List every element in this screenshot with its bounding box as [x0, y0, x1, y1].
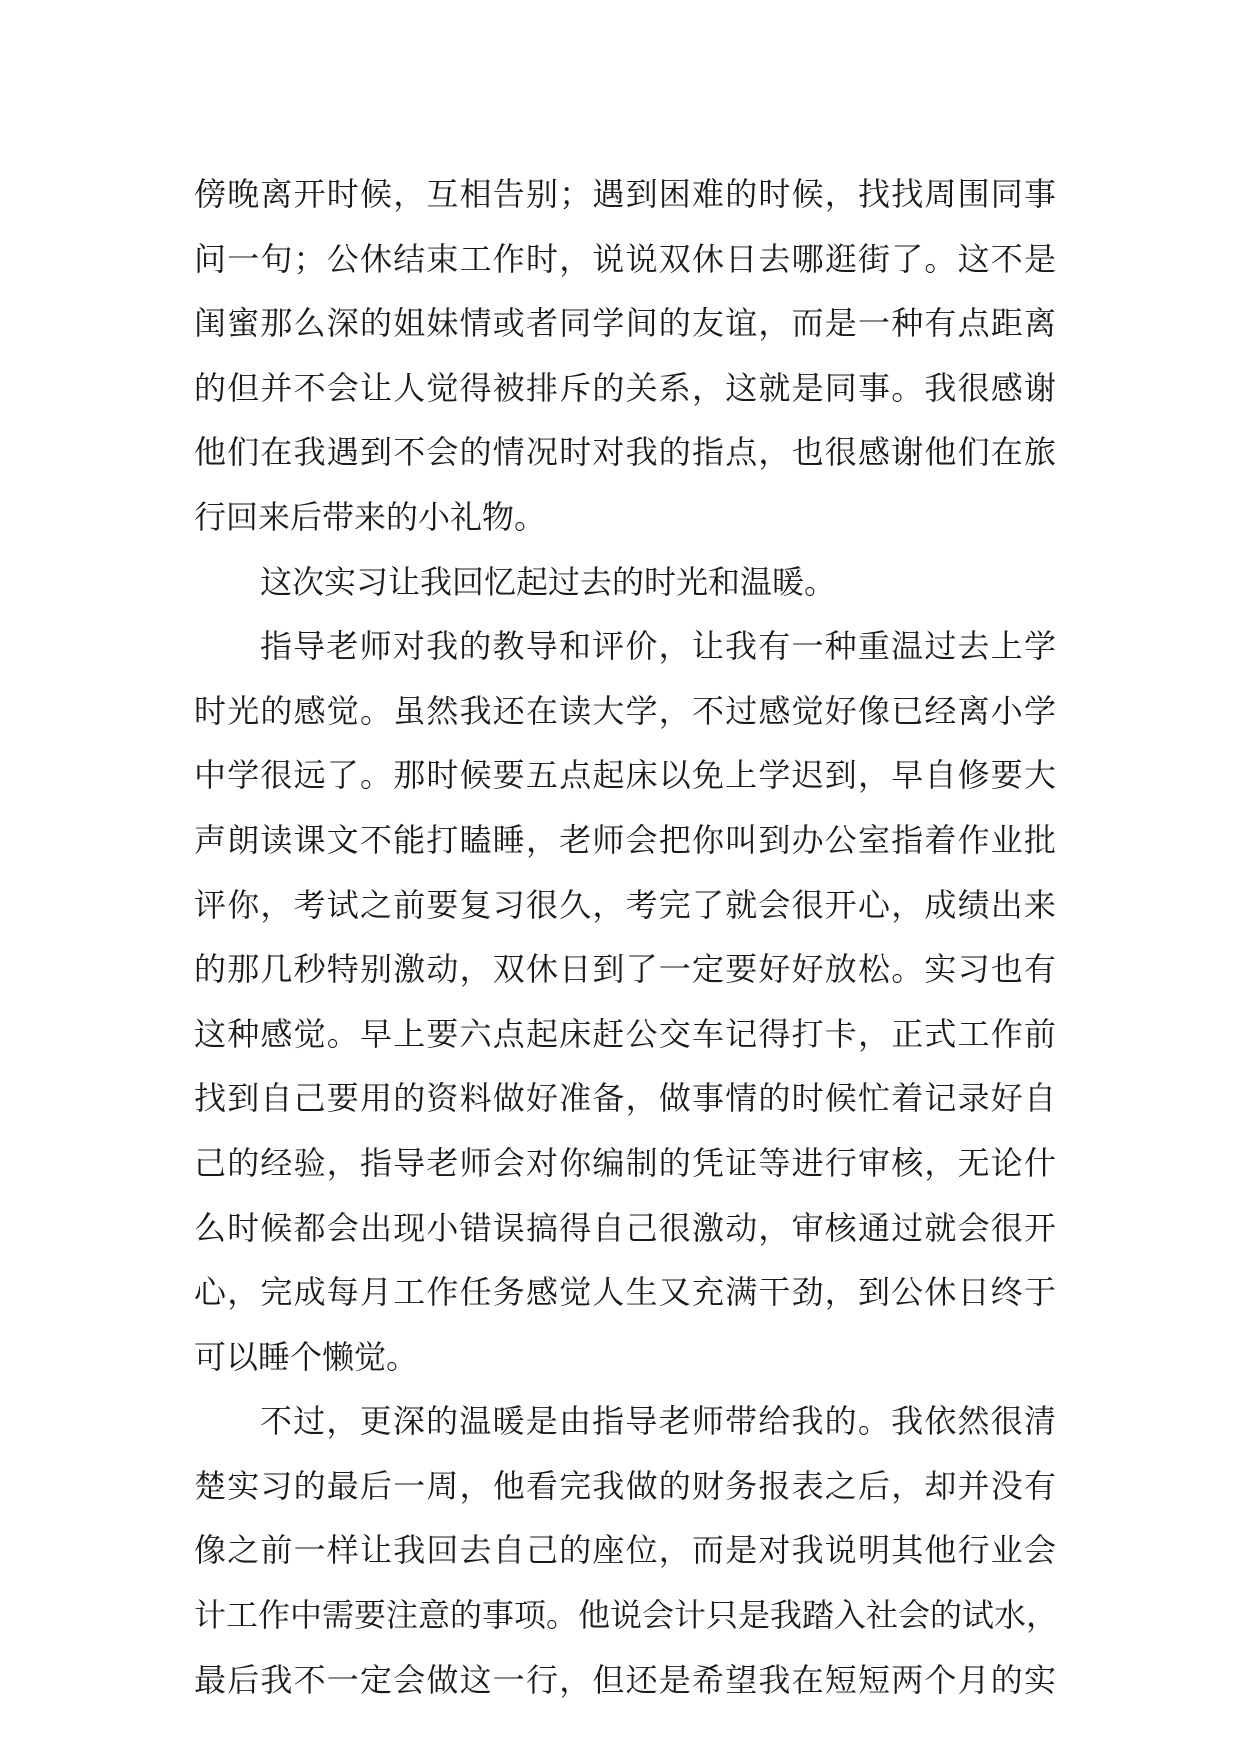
text-line: 心，完成每月工作任务感觉人生又充满干劲，到公休日终于 — [194, 1273, 1056, 1312]
text-line: 时光的感觉。虽然我还在读大学，不过感觉好像已经离小学 — [194, 691, 1056, 730]
text-line: 的那几秒特别激动，双休日到了一定要好好放松。实习也有 — [194, 950, 1056, 989]
text-line: 的但并不会让人觉得被排斥的关系，这就是同事。我很感谢 — [194, 368, 1056, 407]
paragraph-school-time — [194, 614, 1056, 1389]
text-line: 这种感觉。早上要六点起床赶公交车记得打卡，正式工作前 — [194, 1014, 1056, 1053]
text-line: 行回来后带来的小礼物。 — [194, 497, 547, 536]
text-line: 楚实习的最后一周，他看完我做的财务报表之后，却并没有 — [194, 1466, 1056, 1505]
paragraph-memories — [194, 550, 1056, 615]
paragraph-colleagues — [194, 162, 1056, 550]
text-line: 评你，考试之前要复习很久，考完了就会很开心，成绩出来 — [194, 885, 1056, 924]
text-line: 可以睡个懒觉。 — [194, 1337, 419, 1376]
text-line: 闺蜜那么深的姐妹情或者同学间的友谊，而是一种有点距离 — [194, 304, 1056, 343]
text-line: 最后我不一定会做这一行，但还是希望我在短短两个月的实 — [194, 1660, 1056, 1699]
text-line: 么时候都会出现小错误搞得自己很激动，审核通过就会很开 — [194, 1208, 1056, 1247]
text-line: 他们在我遇到不会的情况时对我的指点，也很感谢他们在旅 — [194, 433, 1056, 472]
body-text — [194, 162, 1059, 1712]
text-line: 声朗读课文不能打瞌睡，老师会把你叫到办公室指着作业批 — [194, 820, 1056, 859]
text-line: 这次实习让我回忆起过去的时光和温暖。 — [260, 562, 837, 601]
text-line: 己的经验，指导老师会对你编制的凭证等进行审核，无论什 — [194, 1143, 1056, 1182]
text-line: 找到自己要用的资料做好准备，做事情的时候忙着记录好自 — [194, 1079, 1056, 1118]
text-line: 不过，更深的温暖是由指导老师带给我的。我依然很清 — [260, 1402, 1056, 1441]
text-line: 计工作中需要注意的事项。他说会计只是我踏入社会的试水， — [194, 1596, 1059, 1635]
text-line: 像之前一样让我回去自己的座位，而是对我说明其他行业会 — [194, 1531, 1056, 1570]
text-line: 傍晚离开时候，互相告别；遇到困难的时候，找找周围同事 — [194, 175, 1056, 213]
text-line: 中学很远了。那时候要五点起床以免上学迟到，早自修要大 — [194, 756, 1056, 795]
text-line: 问一句；公休结束工作时，说说双休日去哪逛街了。这不是 — [194, 239, 1056, 278]
text-line: 指导老师对我的教导和评价，让我有一种重温过去上学 — [260, 627, 1056, 666]
paragraph-mentor-warmth — [194, 1389, 1059, 1712]
